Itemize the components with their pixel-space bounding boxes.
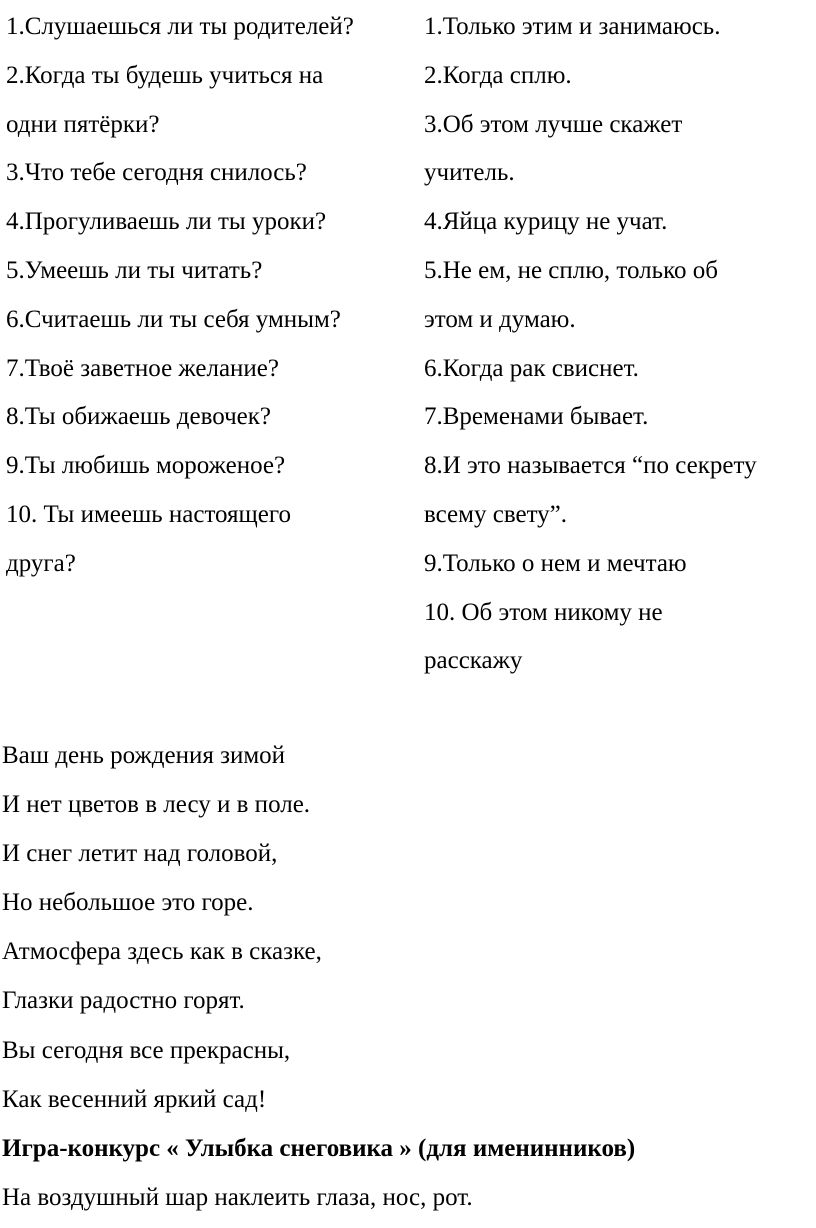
- question-3-line-1: 3.Что тебе сегодня снилось?: [6, 159, 307, 187]
- answer-5-line-1: 5.Не ем, не сплю, только об: [424, 256, 718, 284]
- poem-and-contest: [2, 737, 814, 1228]
- question-10-line-2: друга?: [6, 549, 76, 577]
- question-5-line-1: 5.Умеешь ли ты читать?: [6, 256, 263, 284]
- answer-2-line-1: 2.Когда сплю.: [424, 61, 572, 89]
- answer-10-line-1: 10. Об этом никому не: [424, 598, 663, 626]
- poem-line-3: И снег летит над головой,: [2, 840, 278, 868]
- answer-8-line-1: 8.И это называется “по секрету: [424, 452, 757, 480]
- question-9-line-1: 9.Ты любишь мороженое?: [6, 452, 286, 480]
- answer-6-line-1: 6.Когда рак свиснет.: [424, 354, 639, 382]
- answer-4-line-1: 4.Яйца курицу не учат.: [424, 208, 668, 236]
- contest-title: Игра-конкурс « Улыбка снеговика » (для именинников): [2, 1134, 636, 1162]
- question-1-line-1: 1.Слушаешься ли ты родителей?: [6, 13, 354, 40]
- questions-column: [6, 8, 424, 691]
- answer-1-line-1: 1.Только этим и занимаюсь.: [424, 13, 721, 40]
- answers-column: [424, 8, 816, 691]
- answer-3-line-2: учитель.: [424, 159, 515, 187]
- question-8-line-1: 8.Ты обижаешь девочек?: [6, 403, 272, 431]
- answer-7-line-1: 7.Временами бывает.: [424, 403, 649, 431]
- poem-line-8: Как весенний яркий сад!: [2, 1085, 267, 1113]
- contest-instruction: На воздушный шар наклеить глаза, нос, рот.: [2, 1183, 473, 1211]
- poem-line-5: Атмосфера здесь как в сказке,: [2, 938, 322, 966]
- answer-10-line-2: расскажу: [424, 647, 523, 675]
- poem-line-2: И нет цветов в лесу и в поле.: [2, 791, 311, 819]
- poem-line-1: Ваш день рождения зимой: [2, 742, 286, 769]
- poem-line-4: Но небольшое это горе.: [2, 889, 254, 917]
- question-answer-columns: [6, 8, 816, 691]
- poem-line-6: Глазки радостно горят.: [2, 987, 245, 1015]
- answer-3-line-1: 3.Об этом лучше скажет: [424, 110, 683, 138]
- question-4-line-1: 4.Прогуливаешь ли ты уроки?: [6, 208, 327, 236]
- answer-9-line-1: 9.Только о нем и мечтаю: [424, 549, 687, 577]
- answer-5-line-2: этом и думаю.: [424, 305, 576, 333]
- question-2-line-2: одни пятёрки?: [6, 110, 160, 138]
- answer-8-line-2: всему свету”.: [424, 500, 568, 528]
- question-10-line-1: 10. Ты имеешь настоящего: [6, 500, 292, 528]
- question-7-line-1: 7.Твоё заветное желание?: [6, 354, 279, 382]
- question-6-line-1: 6.Считаешь ли ты себя умным?: [6, 305, 341, 333]
- poem-line-7: Вы сегодня все прекрасны,: [2, 1036, 291, 1064]
- question-2-line-1: 2.Когда ты будешь учиться на: [6, 61, 324, 89]
